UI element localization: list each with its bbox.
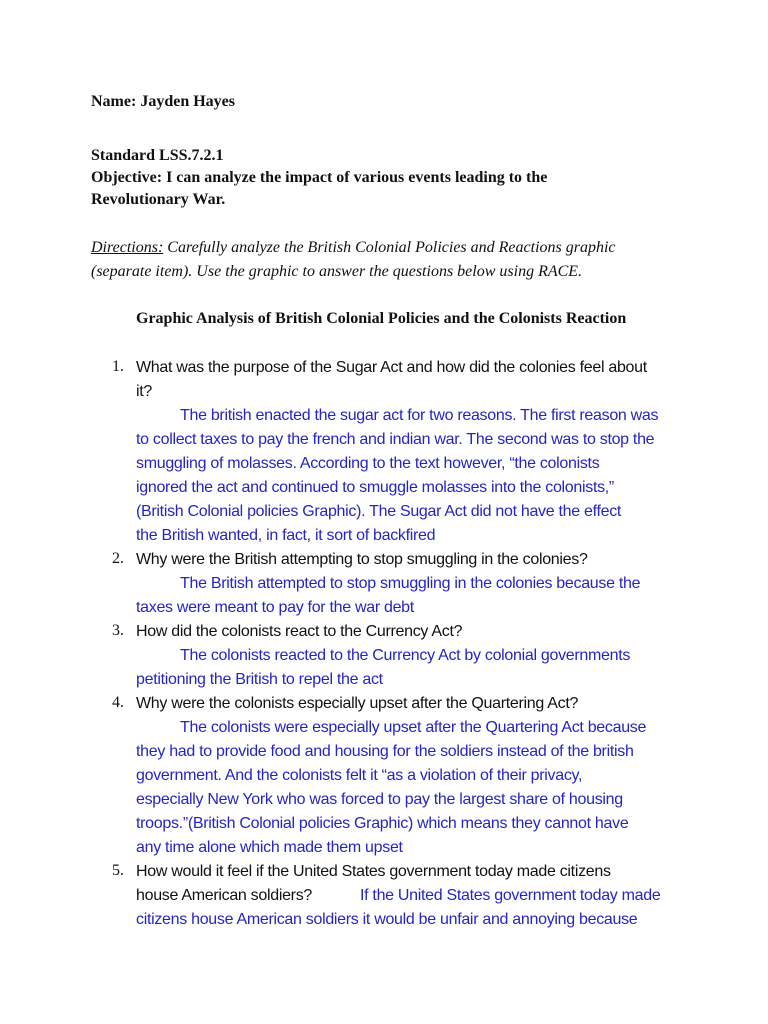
- answer-4-line-6: any time alone which made them upset: [136, 839, 403, 856]
- question-1-line-2: it?: [136, 383, 152, 400]
- objective-line-2: Revolutionary War.: [91, 191, 226, 208]
- question-4-line-1: Why were the colonists especially upset after the Quartering Act?: [136, 695, 579, 712]
- question-number: 1.: [112, 358, 124, 375]
- student-name: Name: Jayden Hayes: [91, 93, 235, 110]
- answer-4-line-5: troops.”(British Colonial policies Graphic) which means they cannot have: [136, 815, 629, 832]
- answer-5-line-2: citizens house American soldiers it would be unfair and annoying because: [136, 911, 638, 928]
- section-title: Graphic Analysis of British Colonial Policies and the Colonists Reaction: [136, 310, 627, 327]
- question-number: 5.: [112, 862, 124, 879]
- objective-line-1: Objective: I can analyze the impact of various events leading to the: [91, 169, 548, 186]
- directions-label: Directions:: [91, 239, 164, 256]
- answer-5-line-1: If the United States government today made: [360, 887, 661, 904]
- question-number: 2.: [112, 550, 124, 567]
- answer-4-line-4: especially New York who was forced to pay the largest share of housing: [136, 791, 623, 808]
- directions-text-1: Carefully analyze the British Colonial Policies and Reactions graphic: [163, 239, 616, 256]
- answer-3-line-2: petitioning the British to repel the act: [136, 671, 383, 688]
- answer-1-line-4: ignored the act and continued to smuggle molasses into the colonists,”: [136, 479, 614, 496]
- directions-line-2: (separate item). Use the graphic to answer the questions below using RACE.: [91, 263, 583, 280]
- answer-2-line-2: taxes were meant to pay for the war debt: [136, 599, 414, 616]
- answer-1-line-5: (British Colonial policies Graphic). The Sugar Act did not have the effect: [136, 503, 622, 520]
- question-5-line-1: How would it feel if the United States government today made citizens: [136, 863, 611, 880]
- question-number: 3.: [112, 622, 124, 639]
- answer-4-line-2: they had to provide food and housing for the soldiers instead of the british: [136, 743, 634, 760]
- standard-label: Standard LSS.7.2.1: [91, 147, 224, 164]
- answer-1-line-3: smuggling of molasses. According to the text however, “the colonists: [136, 455, 600, 472]
- question-3-line-1: How did the colonists react to the Currency Act?: [136, 623, 463, 640]
- answer-2-line-1: The British attempted to stop smuggling in the colonies because the: [180, 575, 641, 592]
- answer-1-line-2: to collect taxes to pay the french and indian war. The second was to stop the: [136, 431, 655, 448]
- answer-1-line-1: The british enacted the sugar act for two reasons. The first reason was: [180, 407, 659, 424]
- question-1-line-1: What was the purpose of the Sugar Act and how did the colonies feel about: [136, 359, 647, 376]
- answer-4-line-1: The colonists were especially upset after the Quartering Act because: [180, 719, 647, 736]
- answer-1-line-6: the British wanted, in fact, it sort of backfired: [136, 527, 436, 544]
- question-5-line-2: house American soldiers?: [136, 887, 313, 904]
- question-2-line-1: Why were the British attempting to stop smuggling in the colonies?: [136, 551, 588, 568]
- answer-3-line-1: The colonists reacted to the Currency Act by colonial governments: [180, 647, 631, 664]
- answer-4-line-3: government. And the colonists felt it “as a violation of their privacy,: [136, 767, 583, 784]
- directions-line-1: [91, 238, 616, 258]
- question-number: 4.: [112, 694, 124, 711]
